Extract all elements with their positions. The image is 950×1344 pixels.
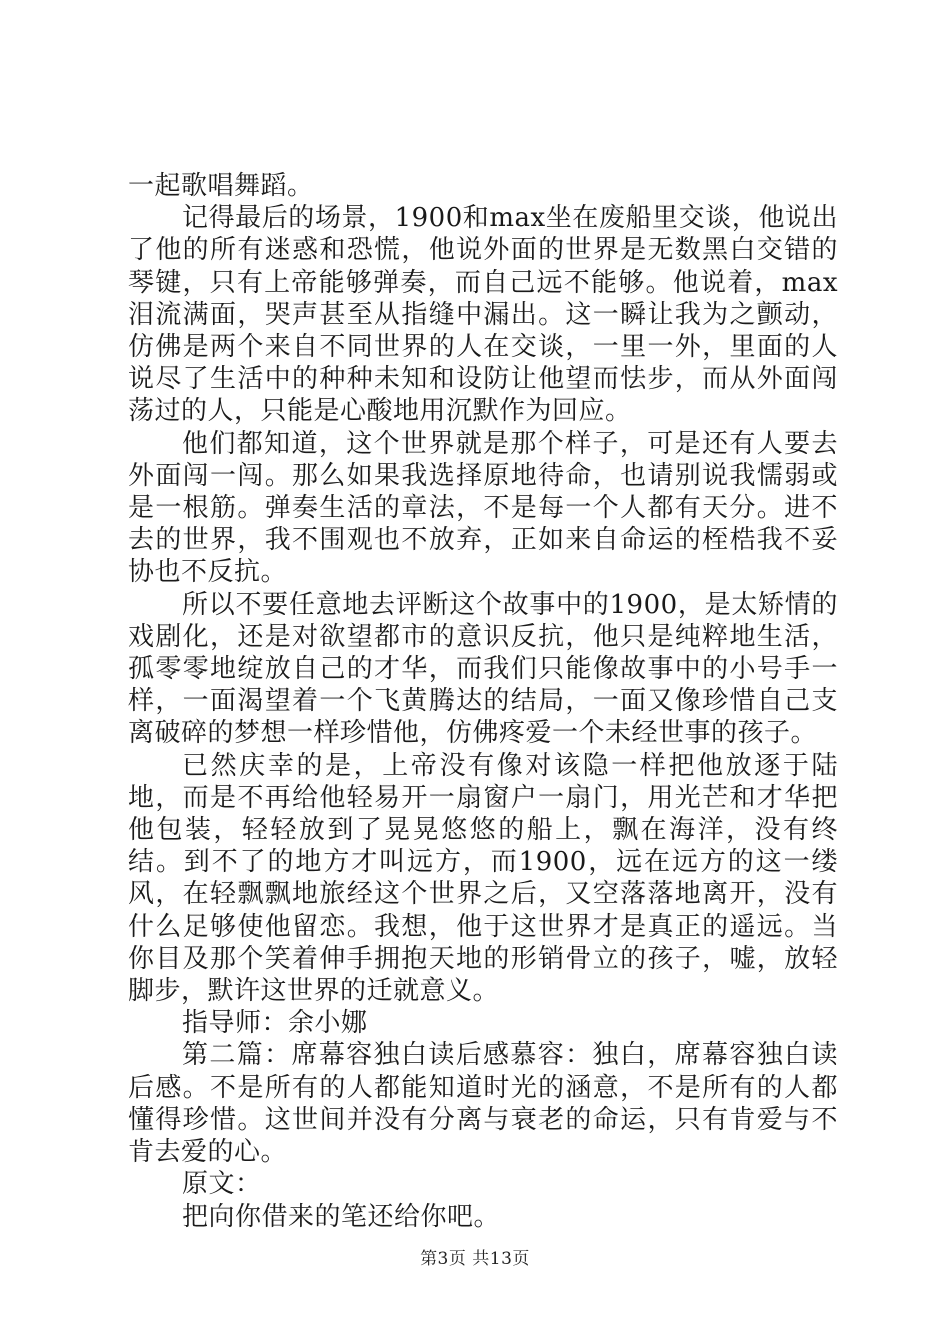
paragraph-instructor: 指导师：余小娜 [182,1008,368,1039]
paragraph-original-first-line: 把向你借来的笔还给你吧。 [182,1201,501,1232]
page-number-footer: 第3页 共13页 [420,1249,530,1269]
document-body [128,170,838,1233]
paragraph-fortunate: 已然庆幸的是，上帝没有像对该隐一样把他放逐于陆地，而是不再给他轻易开一扇窗户一扇门，用光芒和才华把他包装，轻轻放到了晃晃悠悠的船上，飘在海洋，没有终结。到不了的地方才叫远方，而1900，远在远方的这一缕风，在轻飘飘地旅经这个世界之后，又空落落地离开，没有什么足够使他留恋。我想，他于这世界才是真正的遥远。当你目及那个笑着伸手拥抱天地的形销骨立的孩子，嘘，放轻脚步，默许这世界的迁就意义。 [128,750,838,1007]
paragraph-original-label: 原文： [182,1169,262,1200]
paragraph-second-article: 第二篇：席幕容独白读后感慕容：独白，席幕容独白读后感。不是所有的人都能知道时光的涵意，不是所有的人都懂得珍惜。这世间并没有分离与衰老的命运，只有肯爱与不肯去爱的心。 [128,1040,838,1168]
paragraph-continued: 一起歌唱舞蹈。 [128,171,314,201]
paragraph-judgement: 所以不要任意地去评断这个故事中的1900，是太矫情的戏剧化，还是对欲望都市的意识反抗，他只是纯粹地生活，孤零零地绽放自己的才华，而我们只能像故事中的小号手一样，一面渴望着一个飞黄腾达的结局，一面又像珍惜自己支离破碎的梦想一样珍惜他，仿佛疼爱一个未经世事的孩子。 [128,589,838,749]
paragraph-world: 他们都知道，这个世界就是那个样子，可是还有人要去外面闯一闯。那么如果我选择原地待命，也请别说我懦弱或是一根筋。弹奏生活的章法，不是每一个人都有天分。进不去的世界，我不围观也不放弃，正如来自命运的桎梏我不妥协也不反抗。 [128,428,838,588]
paragraph-final-scene: 记得最后的场景，1900和max坐在废船里交谈，他说出了他的所有迷惑和恐慌，他说外面的世界是无数黑白交错的琴键，只有上帝能够弹奏，而自己远不能够。他说着，max泪流满面，哭声甚至从指缝中漏出。这一瞬让我为之颤动，仿佛是两个来自不同世界的人在交谈，一里一外，里面的人说尽了生活中的种种未知和设防让他望而怯步，而从外面闯荡过的人，只能是心酸地用沉默作为回应。 [128,203,838,427]
